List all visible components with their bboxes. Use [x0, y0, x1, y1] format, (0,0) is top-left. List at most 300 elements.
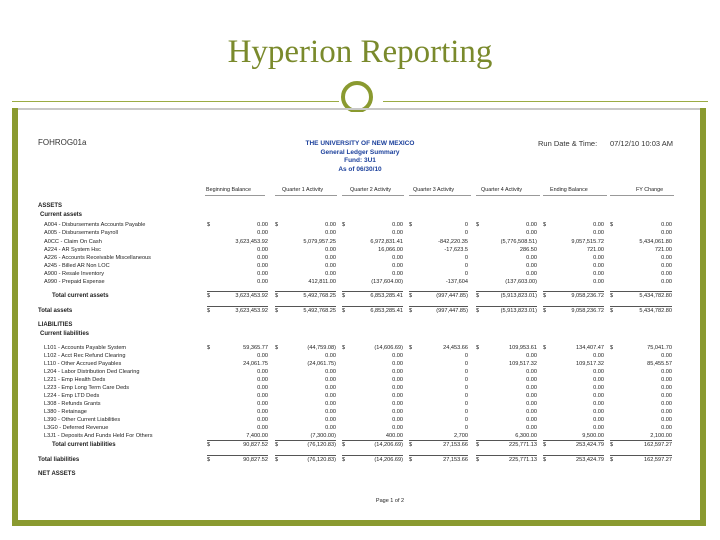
- table-cell: 109,517.32: [576, 361, 604, 367]
- dollar-sign: $: [610, 345, 614, 351]
- dollar-sign: $: [476, 345, 480, 351]
- dollar-sign: $: [543, 457, 547, 463]
- column-header: Quarter 3 Activity: [413, 187, 455, 193]
- dollar-sign: $: [207, 442, 211, 448]
- row-label: L3G0 - Deferred Revenue: [44, 425, 109, 431]
- total-row: [20, 293, 700, 301]
- total-rule: [342, 306, 403, 307]
- table-cell: 286.50: [519, 247, 537, 253]
- table-cell: 5,079,957.25: [303, 239, 336, 245]
- table-cell: 0.00: [392, 369, 403, 375]
- table-cell: 0.00: [661, 377, 672, 383]
- total-rule: [476, 306, 537, 307]
- dollar-sign: $: [476, 293, 480, 299]
- table-row: [20, 247, 700, 255]
- table-cell: 5,434,782.80: [639, 308, 672, 314]
- table-cell: 0.00: [257, 385, 268, 391]
- total-row: [20, 442, 700, 450]
- total-rule: [342, 291, 403, 292]
- header-line: As of 06/30/10: [338, 165, 382, 173]
- table-row: [20, 353, 700, 361]
- total-rule: [409, 306, 468, 307]
- table-cell: 0.00: [593, 271, 604, 277]
- table-cell: 0.00: [392, 409, 403, 415]
- table-cell: 0.00: [392, 353, 403, 359]
- table-cell: 0.00: [325, 222, 336, 228]
- title-rule-right: [383, 101, 708, 102]
- table-cell: 0.00: [257, 409, 268, 415]
- dollar-sign: $: [476, 308, 480, 314]
- row-label: Current assets: [40, 212, 83, 218]
- table-row: [20, 345, 700, 353]
- table-cell: (5,776,508.51): [500, 239, 537, 245]
- row-label: A245 - Billed AR Non LOC: [44, 263, 110, 269]
- dollar-sign: $: [409, 457, 413, 463]
- table-cell: 109,953.61: [509, 345, 537, 351]
- table-cell: 0.00: [392, 361, 403, 367]
- table-cell: 5,434,061.80: [639, 239, 672, 245]
- table-cell: 0.00: [325, 425, 336, 431]
- column-header-rule: [610, 195, 674, 196]
- table-cell: 0.00: [593, 263, 604, 269]
- table-cell: 0.00: [593, 353, 604, 359]
- subsection-heading-row: [20, 212, 700, 220]
- table-cell: 400.00: [385, 433, 403, 439]
- table-cell: 24,453.66: [443, 345, 468, 351]
- row-label: ASSETS: [38, 203, 63, 209]
- table-cell: (7,300.00): [310, 433, 336, 439]
- table-cell: 0.00: [661, 401, 672, 407]
- dollar-sign: $: [275, 293, 279, 299]
- table-cell: 0.00: [392, 377, 403, 383]
- table-cell: 0.00: [325, 369, 336, 375]
- table-cell: 3,623,453.92: [235, 239, 268, 245]
- dollar-sign: $: [207, 308, 211, 314]
- dollar-sign: $: [476, 222, 480, 228]
- table-cell: 0.00: [593, 401, 604, 407]
- table-cell: 0.00: [661, 222, 672, 228]
- total-rule: [342, 455, 403, 456]
- table-cell: 0: [464, 401, 468, 407]
- table-cell: 6,853,285.41: [370, 293, 403, 299]
- table-cell: 0.00: [257, 369, 268, 375]
- table-cell: 0.00: [661, 263, 672, 269]
- table-cell: 0.00: [392, 417, 403, 423]
- table-cell: 9,057,515.72: [571, 239, 604, 245]
- run-date-label: Run Date & Time:: [538, 139, 598, 148]
- table-cell: 0.00: [392, 401, 403, 407]
- dollar-sign: $: [543, 293, 547, 299]
- table-cell: 0.00: [325, 271, 336, 277]
- dollar-sign: $: [275, 442, 279, 448]
- table-cell: 90,827.52: [243, 457, 268, 463]
- dollar-sign: $: [610, 293, 614, 299]
- table-cell: 0.00: [526, 353, 537, 359]
- dollar-sign: $: [275, 308, 279, 314]
- table-cell: 5,492,768.25: [303, 293, 336, 299]
- table-cell: 0.00: [593, 255, 604, 261]
- table-cell: 3,623,453.92: [235, 308, 268, 314]
- table-cell: 0.00: [325, 401, 336, 407]
- table-cell: 0.00: [325, 393, 336, 399]
- dollar-sign: $: [207, 293, 211, 299]
- table-cell: 5,492,768.25: [303, 308, 336, 314]
- row-label: L204 - Labor Distribution Ded Clearing: [44, 369, 140, 375]
- table-cell: 0.00: [661, 425, 672, 431]
- table-row: [20, 230, 700, 238]
- column-header-rule: [543, 195, 607, 196]
- total-rule: [610, 306, 672, 307]
- row-label: L390 - Other Current Liabilities: [44, 417, 121, 423]
- total-rule: [275, 455, 336, 456]
- header-line: THE UNIVERSITY OF NEW MEXICO: [305, 140, 415, 147]
- table-cell: 0.00: [661, 230, 672, 236]
- table-cell: 0.00: [257, 230, 268, 236]
- total-rule: [610, 455, 672, 456]
- dollar-sign: $: [476, 442, 480, 448]
- table-cell: 0.00: [661, 255, 672, 261]
- row-label: A900 - Resale Inventory: [44, 271, 105, 277]
- table-cell: 0.00: [661, 417, 672, 423]
- total-rule: [409, 455, 468, 456]
- table-row: [20, 409, 700, 417]
- column-header: Quarter 1 Activity: [282, 187, 324, 193]
- row-label: A224 - AR System Hsc: [44, 247, 101, 253]
- dollar-sign: $: [409, 308, 413, 314]
- table-row: [20, 239, 700, 247]
- column-header-rule: [342, 195, 404, 196]
- table-row: [20, 222, 700, 230]
- table-cell: 0: [464, 222, 468, 228]
- table-cell: 0: [464, 369, 468, 375]
- table-cell: 0: [464, 417, 468, 423]
- row-label: Total assets: [38, 308, 73, 314]
- frame-top: [18, 108, 700, 110]
- column-header-rule: [275, 195, 337, 196]
- table-cell: 0.00: [526, 369, 537, 375]
- total-rule: [543, 440, 604, 441]
- total-rule: [543, 306, 604, 307]
- table-cell: -17,623.5: [444, 247, 468, 253]
- table-cell: 0.00: [593, 393, 604, 399]
- dollar-sign: $: [543, 442, 547, 448]
- table-row: [20, 279, 700, 287]
- dollar-sign: $: [342, 457, 346, 463]
- table-cell: (137,603.00): [505, 279, 537, 285]
- slide-title: Hyperion Reporting: [227, 34, 493, 70]
- table-cell: 0.00: [661, 385, 672, 391]
- dollar-sign: $: [476, 457, 480, 463]
- table-cell: 0.00: [257, 417, 268, 423]
- total-rule: [409, 440, 468, 441]
- table-cell: 0.00: [593, 417, 604, 423]
- frame-left-bar: [12, 108, 18, 526]
- table-cell: 0.00: [325, 263, 336, 269]
- dollar-sign: $: [409, 442, 413, 448]
- dollar-sign: $: [543, 222, 547, 228]
- table-cell: 0.00: [593, 279, 604, 285]
- row-label: L223 - Emp Long Term Care Deds: [44, 385, 130, 391]
- page-number: Page 1 of 2: [375, 498, 405, 504]
- table-row: [20, 393, 700, 401]
- table-cell: 0.00: [325, 255, 336, 261]
- table-cell: 0.00: [392, 393, 403, 399]
- table-cell: 0.00: [593, 369, 604, 375]
- table-cell: 6,300.00: [515, 433, 537, 439]
- table-cell: 0: [464, 409, 468, 415]
- column-header: Quarter 4 Activity: [481, 187, 523, 193]
- table-cell: 0: [464, 393, 468, 399]
- table-cell: 6,853,285.41: [370, 308, 403, 314]
- row-label: A226 - Accounts Receivable Miscellaneous: [44, 255, 151, 261]
- table-cell: 0.00: [661, 369, 672, 375]
- table-cell: 0.00: [325, 247, 336, 253]
- table-cell: 16,066.00: [378, 247, 403, 253]
- table-cell: 0.00: [257, 263, 268, 269]
- table-cell: 90,827.52: [243, 442, 268, 448]
- table-cell: (997,447.85): [436, 293, 468, 299]
- table-cell: 85,455.57: [647, 361, 672, 367]
- row-label: Total liabilities: [38, 457, 80, 463]
- total-rule: [543, 291, 604, 292]
- table-cell: (997,447.85): [436, 308, 468, 314]
- table-cell: 0.00: [257, 279, 268, 285]
- table-cell: 9,500.00: [582, 433, 604, 439]
- column-header: FY Change: [636, 187, 664, 193]
- total-rule: [543, 455, 604, 456]
- table-cell: 7,400.00: [246, 433, 268, 439]
- dollar-sign: $: [342, 345, 346, 351]
- table-row: [20, 425, 700, 433]
- total-rule: [409, 291, 468, 292]
- table-cell: 0.00: [661, 279, 672, 285]
- dollar-sign: $: [610, 457, 614, 463]
- dollar-sign: $: [342, 293, 346, 299]
- row-label: L308 - Refunds Grants: [44, 401, 101, 407]
- dollar-sign: $: [275, 345, 279, 351]
- table-cell: 0.00: [593, 425, 604, 431]
- table-cell: 0.00: [325, 409, 336, 415]
- table-cell: 0.00: [257, 425, 268, 431]
- row-label: Total current liabilities: [52, 442, 116, 448]
- table-cell: 253,424.79: [576, 457, 604, 463]
- table-cell: 0.00: [257, 255, 268, 261]
- table-cell: 0.00: [257, 353, 268, 359]
- table-cell: 0.00: [257, 247, 268, 253]
- table-cell: 0: [464, 353, 468, 359]
- table-cell: 5,434,782.80: [639, 293, 672, 299]
- row-label: L380 - Retainage: [44, 409, 87, 415]
- table-cell: 0.00: [325, 353, 336, 359]
- total-rule: [275, 291, 336, 292]
- table-cell: 0: [464, 263, 468, 269]
- header-line: Fund: 3U1: [344, 157, 376, 164]
- table-cell: 0.00: [257, 222, 268, 228]
- row-label: L221 - Emp Health Deds: [44, 377, 106, 383]
- dollar-sign: $: [409, 293, 413, 299]
- section-heading-row: [20, 322, 700, 330]
- row-label: LIABILITIES: [38, 322, 73, 328]
- table-cell: 0: [464, 377, 468, 383]
- table-cell: 0.00: [526, 222, 537, 228]
- table-cell: 0.00: [526, 385, 537, 391]
- table-cell: 27,153.66: [443, 457, 468, 463]
- column-header-rule: [205, 195, 265, 196]
- row-label: L101 - Accounts Payable System: [44, 345, 127, 351]
- table-cell: 0.00: [593, 230, 604, 236]
- dollar-sign: $: [207, 222, 211, 228]
- table-cell: 0.00: [257, 271, 268, 277]
- section-heading-row: [20, 471, 700, 479]
- table-cell: 27,153.66: [443, 442, 468, 448]
- column-header: Quarter 2 Activity: [350, 187, 392, 193]
- report-header: [240, 140, 480, 174]
- table-cell: 0.00: [325, 417, 336, 423]
- table-cell: 0: [464, 271, 468, 277]
- total-rule: [476, 291, 537, 292]
- total-rule: [275, 440, 336, 441]
- table-cell: 0.00: [392, 425, 403, 431]
- table-cell: -137,604: [445, 279, 468, 285]
- table-cell: 0.00: [526, 377, 537, 383]
- table-cell: 225,771.13: [509, 442, 537, 448]
- total-rule: [610, 291, 672, 292]
- table-cell: 9,058,236.72: [571, 308, 604, 314]
- table-cell: 0.00: [392, 263, 403, 269]
- column-header: Ending Balance: [550, 187, 588, 193]
- table-cell: 0.00: [526, 425, 537, 431]
- column-header: Beginning Balance: [206, 187, 251, 193]
- row-label: NET ASSETS: [38, 471, 76, 477]
- table-cell: 0.00: [392, 255, 403, 261]
- row-label: A004 - Disbursements Accounts Payable: [44, 222, 146, 228]
- section-heading-row: [20, 203, 700, 211]
- table-cell: 24,061.75: [243, 361, 268, 367]
- table-cell: (76,120.83): [307, 457, 336, 463]
- table-cell: 412,811.00: [308, 279, 336, 285]
- dollar-sign: $: [342, 222, 346, 228]
- total-rule: [275, 306, 336, 307]
- table-cell: (14,206.69): [374, 457, 403, 463]
- table-cell: 0.00: [257, 377, 268, 383]
- table-cell: 0.00: [325, 377, 336, 383]
- table-cell: 109,517.32: [509, 361, 537, 367]
- table-cell: 0.00: [593, 385, 604, 391]
- table-cell: (24,061.75): [307, 361, 336, 367]
- dollar-sign: $: [207, 345, 211, 351]
- frame-right-bar: [700, 108, 706, 526]
- dollar-sign: $: [275, 222, 279, 228]
- table-cell: (137,604.00): [371, 279, 403, 285]
- total-rule: [207, 455, 268, 456]
- table-cell: 3,623,453.92: [235, 293, 268, 299]
- table-row: [20, 255, 700, 263]
- dollar-sign: $: [342, 442, 346, 448]
- dollar-sign: $: [275, 457, 279, 463]
- total-row: [20, 308, 700, 316]
- column-header-rule: [409, 195, 471, 196]
- table-cell: 0.00: [392, 385, 403, 391]
- total-rule: [207, 440, 268, 441]
- column-header-rule: [476, 195, 540, 196]
- table-cell: 0.00: [593, 222, 604, 228]
- table-cell: 2,700: [454, 433, 468, 439]
- table-cell: 75,041.70: [647, 345, 672, 351]
- table-cell: 6,972,831.41: [370, 239, 403, 245]
- dollar-sign: $: [610, 308, 614, 314]
- table-cell: 0.00: [325, 230, 336, 236]
- subsection-heading-row: [20, 331, 700, 339]
- row-label: A990 - Prepaid Expense: [44, 279, 105, 285]
- table-cell: (14,206.69): [374, 442, 403, 448]
- total-rule: [207, 306, 268, 307]
- table-cell: 0.00: [257, 393, 268, 399]
- table-cell: 9,058,236.72: [571, 293, 604, 299]
- frame-bottom-bar: [12, 520, 706, 526]
- row-label: L224 - Emp LTD Deds: [44, 393, 100, 399]
- row-label: A005 - Disbursements Payroll: [44, 230, 118, 236]
- dollar-sign: $: [543, 345, 547, 351]
- table-row: [20, 401, 700, 409]
- table-row: [20, 385, 700, 393]
- table-cell: 0: [464, 361, 468, 367]
- table-cell: 0.00: [526, 271, 537, 277]
- table-cell: (5,913,823.01): [500, 308, 537, 314]
- dollar-sign: $: [610, 222, 614, 228]
- table-row: [20, 369, 700, 377]
- table-cell: 0.00: [392, 271, 403, 277]
- row-label: L3J1 - Deposits And Funds Held For Others: [44, 433, 153, 439]
- title-rule-left: [12, 101, 339, 102]
- report-document: [20, 112, 700, 520]
- row-label: Total current assets: [52, 293, 109, 299]
- table-cell: 2,100.00: [650, 433, 672, 439]
- table-cell: 721.00: [586, 247, 604, 253]
- table-row: [20, 377, 700, 385]
- table-row: [20, 361, 700, 369]
- dollar-sign: $: [409, 222, 413, 228]
- table-cell: 134,407.47: [576, 345, 604, 351]
- table-cell: 0.00: [526, 417, 537, 423]
- run-date-value: 07/12/10 10:03 AM: [610, 139, 673, 148]
- table-cell: (5,913,823.01): [500, 293, 537, 299]
- table-cell: 0: [464, 385, 468, 391]
- table-cell: (76,120.83): [307, 442, 336, 448]
- table-cell: 253,424.79: [576, 442, 604, 448]
- table-cell: 0.00: [526, 409, 537, 415]
- table-cell: 0.00: [593, 409, 604, 415]
- total-rule: [476, 455, 537, 456]
- table-cell: 0: [464, 255, 468, 261]
- row-label: L102 - Acct Rec Refund Clearing: [44, 353, 126, 359]
- table-cell: 0.00: [526, 263, 537, 269]
- table-cell: 0.00: [661, 271, 672, 277]
- table-cell: 721.00: [654, 247, 672, 253]
- table-cell: 0.00: [257, 401, 268, 407]
- table-cell: (44,759.08): [307, 345, 336, 351]
- header-line: General Ledger Summary: [320, 148, 400, 156]
- dollar-sign: $: [409, 345, 413, 351]
- total-rule: [342, 440, 403, 441]
- dollar-sign: $: [543, 308, 547, 314]
- total-row: [20, 457, 700, 465]
- dollar-sign: $: [342, 308, 346, 314]
- row-label: L110 - Other Accrued Payables: [44, 361, 122, 367]
- total-rule: [476, 440, 537, 441]
- table-cell: 0.00: [661, 409, 672, 415]
- table-cell: 0.00: [661, 353, 672, 359]
- row-label: A0CC - Claim On Cash: [44, 239, 102, 245]
